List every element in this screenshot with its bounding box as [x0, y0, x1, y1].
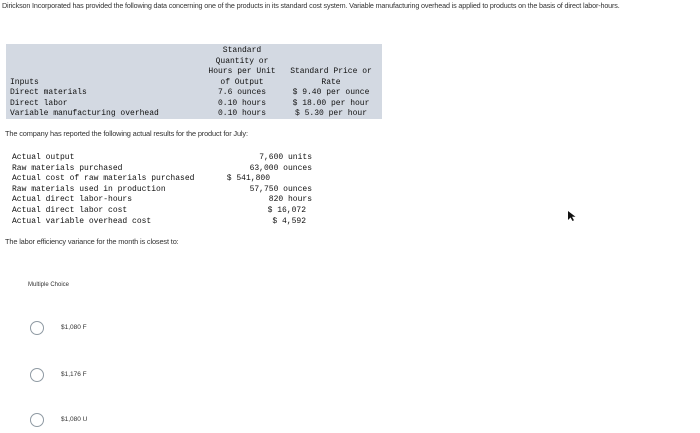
- actual-row-label: Raw materials used in production: [12, 184, 166, 194]
- choice-label: $1,080 F: [61, 324, 87, 331]
- choice-option[interactable]: [30, 368, 230, 388]
- actual-row-label: Actual direct labor cost: [12, 205, 128, 215]
- multiple-choice-label: Multiple Choice: [28, 282, 70, 288]
- actual-row-value: 7,600 units: [259, 153, 312, 162]
- actual-row-label: Actual cost of raw materials purchased: [12, 174, 195, 184]
- standards-table: [6, 44, 382, 119]
- problem-intro: Dirickson Incorporated has provided the following data concerning one of the products in its standard cost system. Variable manufacturing overhead is applied to products on the basis of direct labor-hours.: [2, 1, 620, 10]
- choice-option[interactable]: [30, 321, 230, 341]
- actual-row: [12, 174, 312, 185]
- actual-row-label: Actual variable overhead cost: [12, 216, 152, 226]
- actual-row-value: 57,750 ounces: [249, 184, 312, 194]
- row-price-variable-overhead: $ 5.30 per hour: [294, 109, 367, 118]
- choice-option[interactable]: [30, 413, 230, 433]
- actual-row-label: Actual output: [12, 153, 75, 162]
- actual-row: [12, 195, 312, 206]
- choice-label: $1,080 U: [61, 416, 88, 423]
- radio-button[interactable]: [30, 368, 44, 382]
- row-price-direct-materials: $ 9.40 per ounce: [292, 88, 370, 97]
- actual-row: [12, 153, 312, 164]
- header-standard-price: Standard Price or Rate: [290, 67, 372, 87]
- row-qty-direct-materials: 7.6 ounces: [217, 88, 266, 97]
- actual-row: [12, 185, 312, 196]
- actual-row-value: $ 4,592: [272, 216, 306, 226]
- row-price-direct-labor: $ 18.00 per hour: [292, 98, 370, 108]
- actual-results-table: [12, 153, 312, 227]
- actual-row-label: Actual direct labor-hours: [12, 195, 133, 205]
- actual-row-value: $ 16,072: [267, 205, 306, 215]
- actual-row: [12, 206, 312, 217]
- actual-results-intro: The company has reported the following actual results for the product for July:: [5, 129, 248, 138]
- actual-row: [12, 164, 312, 175]
- row-qty-direct-labor: 0.10 hours: [217, 98, 266, 108]
- question-text: The labor efficiency variance for the month is closest to:: [5, 237, 179, 246]
- actual-row-label: Raw materials purchased: [12, 163, 123, 173]
- row-label-variable-overhead: Variable manufacturing overhead: [10, 109, 159, 118]
- header-standard-quantity: Standard Quantity or Hours per Unit of Output: [208, 46, 276, 87]
- row-label-direct-labor: Direct labor: [10, 98, 68, 108]
- actual-row-value: $ 541,800: [226, 174, 270, 184]
- mouse-cursor-icon: [568, 211, 576, 221]
- actual-row: [12, 217, 312, 228]
- actual-row-value: 63,000 ounces: [249, 163, 312, 173]
- row-qty-variable-overhead: 0.10 hours: [217, 109, 266, 118]
- inputs-label: Inputs: [10, 78, 39, 87]
- actual-row-value: 820 hours: [268, 195, 312, 205]
- choice-label: $1,176 F: [61, 371, 87, 378]
- radio-button[interactable]: [30, 321, 44, 335]
- radio-button[interactable]: [30, 413, 44, 427]
- row-label-direct-materials: Direct materials: [10, 88, 87, 97]
